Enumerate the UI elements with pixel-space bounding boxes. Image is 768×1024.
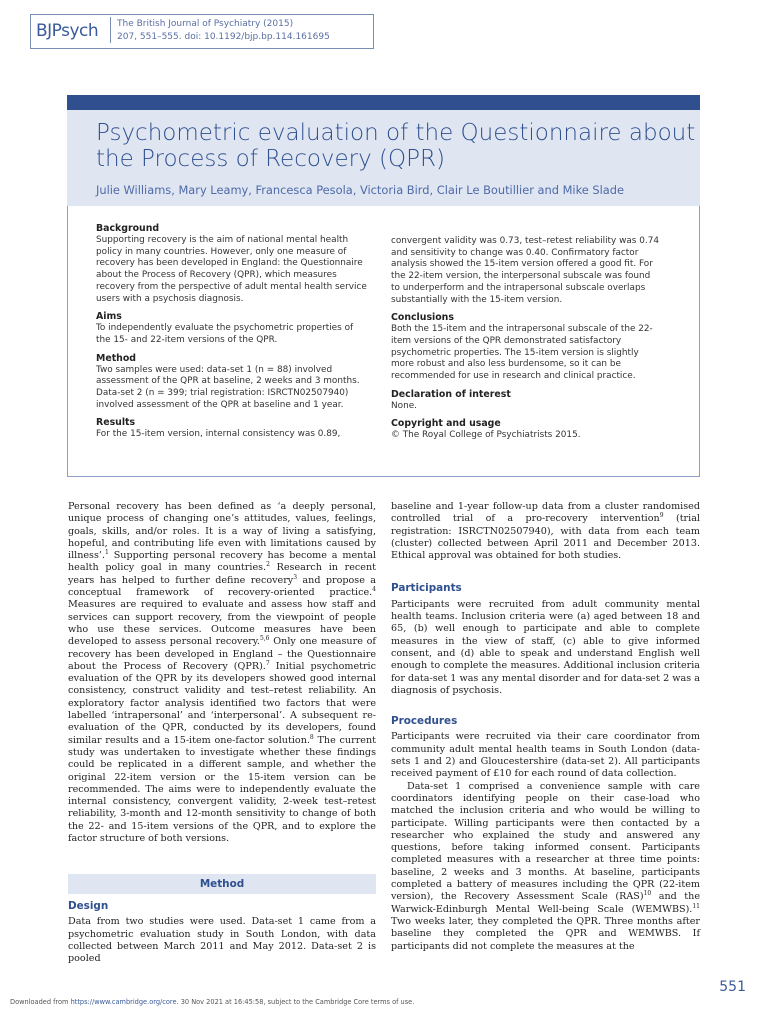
abstract-declaration-heading: Declaration of interest [391, 388, 511, 400]
abstract-method-heading: Method [96, 352, 136, 364]
intro-paragraph: Personal recovery has been defined as ‘a deeply personal, unique process of changing one’s attitudes, values, feelings, goals, skills, and/or roles. It is a way of living a satisfying, hopeful, and contributing life even with limitations caused by illness’.$^1$ Supporting personal recovery has become a mental health policy goal in many countries.$^2$ Research in recent years has helped to further define recovery$^3$ and propose a conceptual framework of recovery-oriented practice.$^4$ Measures are required to evaluate and assess how staff and services can support recovery, from the viewpoint of people who use these services. Outcome measures have been developed to assess personal recovery.$^{5,6}$ Only one measure of recovery has been developed in England – the Questionnaire about the Process of Recovery (QPR).$^7$ Initial psychometric evaluation of the QPR by its developers showed good internal consistency, construct validity and test–retest reliability. An exploratory factor analysis identified two factors that were labelled ‘intrapersonal’ and ‘interpersonal’. A subsequent re-evaluation of the QPR, conducted by its developers, found similar results and a 15-item one-factor solution.$^8$ The current study was undertaken to investigate whether these findings could be replicated in a different sample, and whether the original 22-item version or the 15-item version can be recommended. The aims were to independently evaluate the internal consistency, convergent validity, 2-week test–retest reliability, 3-month and 12-month sensitivity to change of both the 22- and 15-item versions of the QPR, and to explore the factor structure of both versions. [68, 501, 377, 845]
abstract-copyright-heading: Copyright and usage [391, 418, 501, 430]
abstract-declaration-text: None. [391, 400, 417, 411]
design-continued: baseline and 1-year follow-up data from a cluster randomised controlled trial of a pro-recovery intervention$^9$ (trial registration: ISRCTN02507940), with data from each team (cluster) collected between April 2011 and December 2013. Ethical approval was obtained for both studies. [391, 501, 701, 562]
abstract-aims-heading: Aims [96, 311, 122, 323]
design-heading: Design [68, 900, 109, 912]
body-left-column [68, 501, 376, 845]
abstract-copyright-text: © The Royal College of Psychiatrists 2015. [391, 430, 581, 441]
abstract-results-continued: convergent validity was 0.73, test–retest reliability was 0.74 and sensitivity to change was 0.40. Confirmatory factor analysis showed the 15-item version offered a good fit. For the 22-item version, the interpersonal subscale was found to underperform and the intrapersonal subscale overlaps substantially with the 15-item version. [391, 236, 660, 305]
title-top-bar [67, 95, 700, 110]
design-text: Data from two studies were used. Data-set 1 came from a psychometric evaluation study in South London, with data collected between March 2011 and May 2012. Data-set 2 is pooled [68, 916, 376, 965]
article-authors: Julie Williams, Mary Leamy, Francesca Pesola, Victoria Bird, Clair Le Boutillier and Mike Slade [96, 183, 624, 197]
design-section [68, 900, 376, 965]
participants-heading: Participants [391, 582, 462, 595]
citation-journal: The British Journal of Psychiatry (2015) [117, 19, 294, 29]
page-number: 551 [719, 979, 746, 995]
header-divider [110, 17, 111, 43]
abstract-aims-text: To independently evaluate the psychometric properties of the 15- and 22-item versions of the QPR. [96, 323, 354, 345]
procedures-text: Participants were recruited via their care coordinator from community adult mental health teams in South London (data-sets 1 and 2) and Gloucestershire (data-set 2). All participants received payment of £10 for each round of data collection. [391, 731, 700, 780]
abstract-method-text: Two samples were used: data-set 1 (n = 88) involved assessment of the QPR at baseline, 2 weeks and 3 months. Data-set 2 (n = 399; trial registration: ISRCTN02507940) involved assessment of the QPR at baseline and 1 year. [96, 364, 360, 410]
citation-doi: 207, 551–555. doi: 10.1192/bjp.bp.114.161695 [117, 32, 330, 42]
article-title: Psychometric evaluation of the Questionnaire about the Process of Recovery (QPR) [96, 120, 696, 172]
participants-text: Participants were recruited from adult community mental health teams. Inclusion criteria were (a) aged between 18 and 65, (b) well enough to participate and able to complete measures in the view of staff, (c) able to give informed consent, and (d) able to speak and understand English well enough to complete the measures. Additional inclusion criteria for data-set 1 was any mental disorder and for data-set 2 was a diagnosis of psychosis. [391, 598, 700, 696]
abstract-results-text: For the 15-item version, internal consistency was 0.89, [96, 429, 341, 440]
abstract-conclusions-text: Both the 15-item and the intrapersonal subscale of the 22-item versions of the QPR demonstrated satisfactory psychometric properties. The 15-item version is slightly more robust and also less burdensome, so it can be recommended for use in research and clinical practice. [391, 324, 653, 382]
journal-logo: BJPsych [36, 21, 99, 41]
cambridge-core-link[interactable]: https://www.cambridge.org/core [70, 998, 177, 1006]
procedures-heading: Procedures [391, 715, 458, 728]
abstract-background-heading: Background [96, 223, 160, 234]
abstract-conclusions-heading: Conclusions [391, 312, 454, 324]
method-section-heading: Method [199, 878, 245, 890]
body-right-column [391, 501, 700, 953]
abstract-results-heading: Results [96, 417, 136, 429]
download-footer: Downloaded from https://www.cambridge.org/core. 30 Nov 2021 at 16:45:58, subject to the Cambridge Core terms of use. [10, 998, 415, 1006]
abstract-right-column [391, 236, 661, 448]
abstract-background-text: Supporting recovery is the aim of national mental health policy in many countries. However, only one measure of recovery has been developed in England: the Questionnaire about the Process of Recovery (QPR), which measures recovery from the perspective of adult mental health service users with a psychosis diagnosis. [96, 235, 367, 304]
procedures-paragraph-2: Data-set 1 comprised a convenience sample with care coordinators identifying people on their case-load who matched the inclusion criteria and who would be willing to participate. Willing participants were then contacted by a researcher who explained the study and answered any questions, before taking informed consent. Participants completed measures with a researcher at three time points: baseline, 2 weeks and 3 months. At baseline, participants completed a battery of measures including the QPR (22-item version), the Recovery Assessment Scale (RAS)$^{10}$ and the Warwick-Edinburgh Mental Well-being Scale (WEMWBS).$^{11}$ Two weeks later, they completed the QPR. Three months after baseline they completed the QPR and WEMWBS. If participants did not complete the measures at the [391, 780, 700, 952]
abstract-left-column [96, 223, 368, 447]
